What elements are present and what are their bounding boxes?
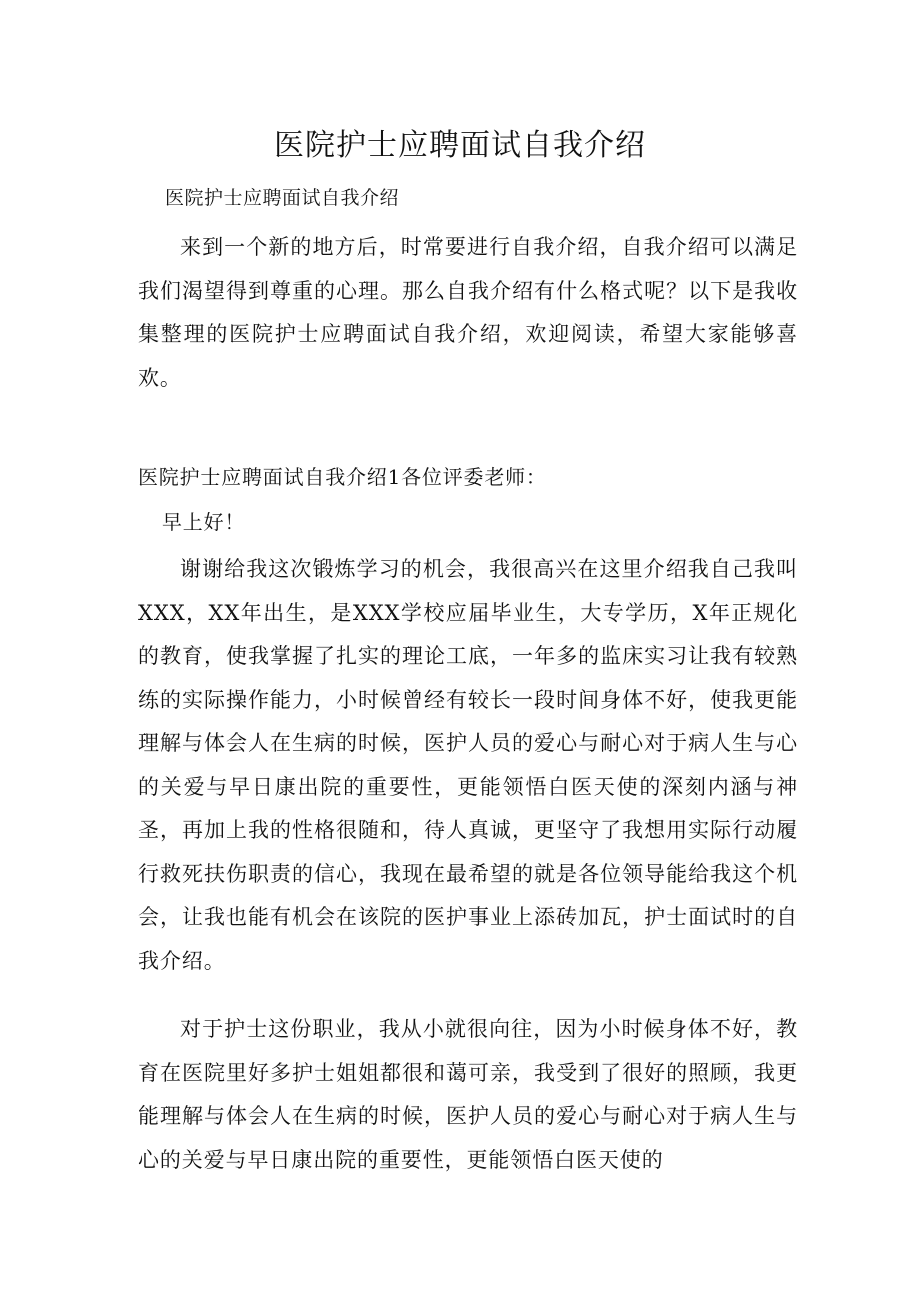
body-paragraph-2: 对于护士这份职业，我从小就很向往，因为小时候身体不好，教育在医院里好多护士姐姐都很和蔼可亲，我受到了很好的照顾，我更能理解与体会人在生病的时候，医护人员的爱心与耐心对于病人生与心的关爱与早日康出院的重要性，更能领悟白医天使的 [138,1017,798,1172]
document-title: 医院护士应聘面试自我介绍 [274,128,646,163]
section-heading: 医院护士应聘面试自我介绍1各位评委老师： [138,465,547,489]
greeting-line: 早上好！ [162,510,246,534]
intro-paragraph: 来到一个新的地方后，时常要进行自我介绍，自我介绍可以满足我们渴望得到尊重的心理。那么自我介绍有什么格式呢？以下是我收集整理的医院护士应聘面试自我介绍，欢迎阅读，希望大家能够喜欢。 [138,235,798,390]
body-paragraph-1: 谢谢给我这次锻炼学习的机会，我很高兴在这里介绍我自己我叫XXX，XX年出生，是XXX学校应届毕业生，大专学历，X年正规化的教育，使我掌握了扎实的理论工底，一年多的监床实习让我有较熟练的实际操作能力，小时候曾经有较长一段时间身体不好，使我更能理解与体会人在生病的时候，医护人员的爱心与耐心对于病人生与心的关爱与早日康出院的重要性，更能领悟白医天使的深刻内涵与神圣，再加上我的性格很随和，待人真诚，更坚守了我想用实际行动履行救死扶伤职责的信心，我现在最希望的就是各位领导能给我这个机会，让我也能有机会在该院的医护事业上添砖加瓦，护士面试时的自我介绍。 [138,557,798,973]
document-subtitle: 医院护士应聘面试自我介绍 [165,187,400,209]
